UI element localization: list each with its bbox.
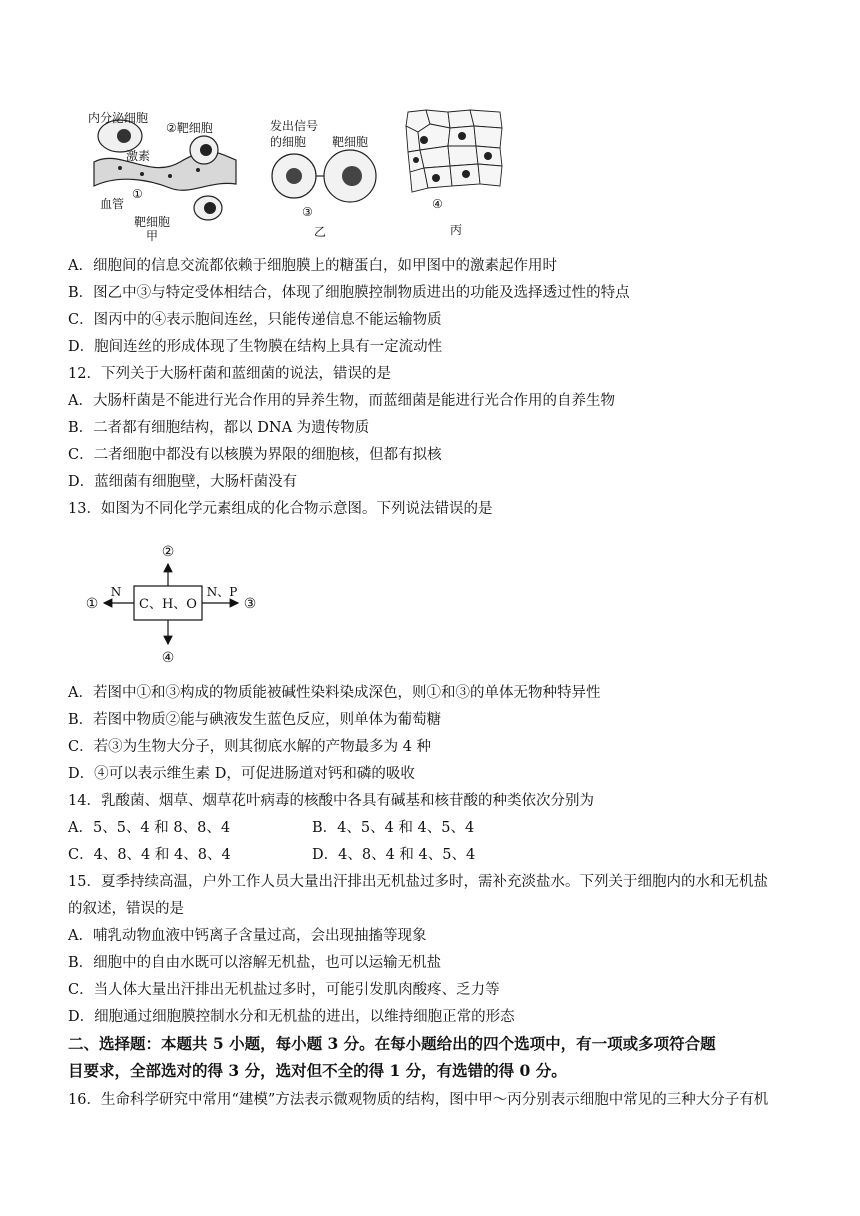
caption-bing: 丙 (450, 223, 463, 237)
num4-label: ④ (432, 197, 443, 211)
q14-option-d: D．4、8、4 和 4、5、4 (312, 847, 476, 863)
figure-bing (404, 106, 508, 242)
q13-option-c: C．若③为生物大分子，则其彻底水解的产物最多为 4 种 (68, 739, 432, 755)
q11-option-d: D．胞间连丝的形成体现了生物膜在结构上具有一定流动性 (68, 339, 443, 355)
node-3: ③ (243, 596, 257, 612)
q14-stem: 14．乳酸菌、烟草、烟草花叶病毒的核酸中各具有碱基和核苷酸的种类依次分别为 (68, 793, 594, 809)
section2-heading-line-2: 目要求，全部选对的得 3 分，选对但不全的得 1 分，有选错的得 0 分。 (68, 1061, 567, 1080)
num3-label: ③ (302, 205, 313, 219)
q15-stem-line-1: 15．夏季持续高温，户外工作人员大量出汗排出无机盐过多时，需补充淡盐水。下列关于细胞内的水和无机盐 (68, 874, 768, 890)
q15-option-c: C．当人体大量出汗排出无机盐过多时，可能引发肌肉酸疼、乏力等 (68, 982, 500, 998)
right-element-label: N、P (206, 585, 238, 599)
num1-label: ① (132, 187, 143, 201)
q11-option-c: C．图丙中的④表示胞间连丝，只能传递信息不能运输物质 (68, 312, 442, 328)
sender-label-1: 发出信号 (270, 119, 319, 133)
q11-option-b: B．图乙中③与特定受体相结合，体现了细胞膜控制物质进出的功能及选择透过性的特点 (68, 285, 630, 301)
q12-option-a: A．大肠杆菌是不能进行光合作用的异养生物，而蓝细菌是能进行光合作用的自养生物 (68, 393, 615, 409)
q15-option-b: B．细胞中的自由水既可以溶解无机盐，也可以运输无机盐 (68, 955, 442, 971)
q13-stem: 13．如图为不同化学元素组成的化合物示意图。下列说法错误的是 (68, 501, 493, 517)
q12-option-d: D．蓝细菌有细胞壁，大肠杆菌没有 (68, 474, 298, 490)
q13-option-d: D．④可以表示维生素 D，可促进肠道对钙和磷的吸收 (68, 766, 415, 782)
figure-jia (80, 104, 240, 244)
endocrine-cell-label: 内分泌细胞 (88, 111, 149, 125)
figure-yi (262, 112, 394, 242)
caption-jia: 甲 (146, 229, 159, 243)
q12-option-c: C．二者细胞中都没有以核膜为界限的细胞核，但都有拟核 (68, 447, 442, 463)
node-2: ② (161, 544, 175, 560)
q13-option-b: B．若图中物质②能与碘液发生蓝色反应，则单体为葡萄糖 (68, 712, 442, 728)
target-bottom-label: 靶细胞 (134, 215, 171, 229)
q12-stem: 12．下列关于大肠杆菌和蓝细菌的说法，错误的是 (68, 366, 391, 382)
q14-option-c: C．4、8、4 和 4、8、4 (68, 847, 231, 863)
q15-option-a: A．哺乳动物血液中钙离子含量过高，会出现抽搐等现象 (68, 928, 427, 944)
q13-diagram (78, 536, 278, 670)
plant-cells (406, 110, 502, 192)
center-label: C、H、O (139, 597, 197, 612)
node-1: ① (85, 596, 99, 612)
node-4: ④ (161, 650, 175, 666)
q13-option-a: A．若图中①和③构成的物质能被碱性染料染成深色，则①和③的单体无物种特异性 (68, 685, 601, 701)
q11-option-a: A．细胞间的信息交流都依赖于细胞膜上的糖蛋白，如甲图中的激素起作用时 (68, 258, 557, 274)
q14-option-a: A．5、5、4 和 8、8、4 (68, 820, 231, 836)
q16-stem: 16．生命科学研究中常用“建模”方法表示微观物质的结构，图中甲～丙分别表示细胞中常见的三种大分子有机 (68, 1092, 769, 1108)
caption-yi: 乙 (314, 225, 327, 239)
q15-stem-line-2: 的叙述，错误的是 (68, 901, 184, 917)
hormone-label: 激素 (126, 149, 151, 163)
q15-option-d: D．细胞通过细胞膜控制水分和无机盐的进出，以维持细胞正常的形态 (68, 1009, 515, 1025)
left-element-label: N (110, 585, 122, 599)
target-label: 靶细胞 (332, 135, 369, 149)
target2-label: ②靶细胞 (166, 121, 213, 135)
section2-heading-line-1: 二、选择题：本题共 5 小题，每小题 3 分。在每小题给出的四个选项中，有一项或多项符合题 (68, 1034, 716, 1053)
sender-label-2: 的细胞 (270, 135, 307, 149)
q12-option-b: B．二者都有细胞结构，都以 DNA 为遗传物质 (68, 420, 370, 436)
vessel-label: 血管 (100, 197, 125, 211)
q14-option-b: B．4、5、4 和 4、5、4 (312, 820, 475, 836)
